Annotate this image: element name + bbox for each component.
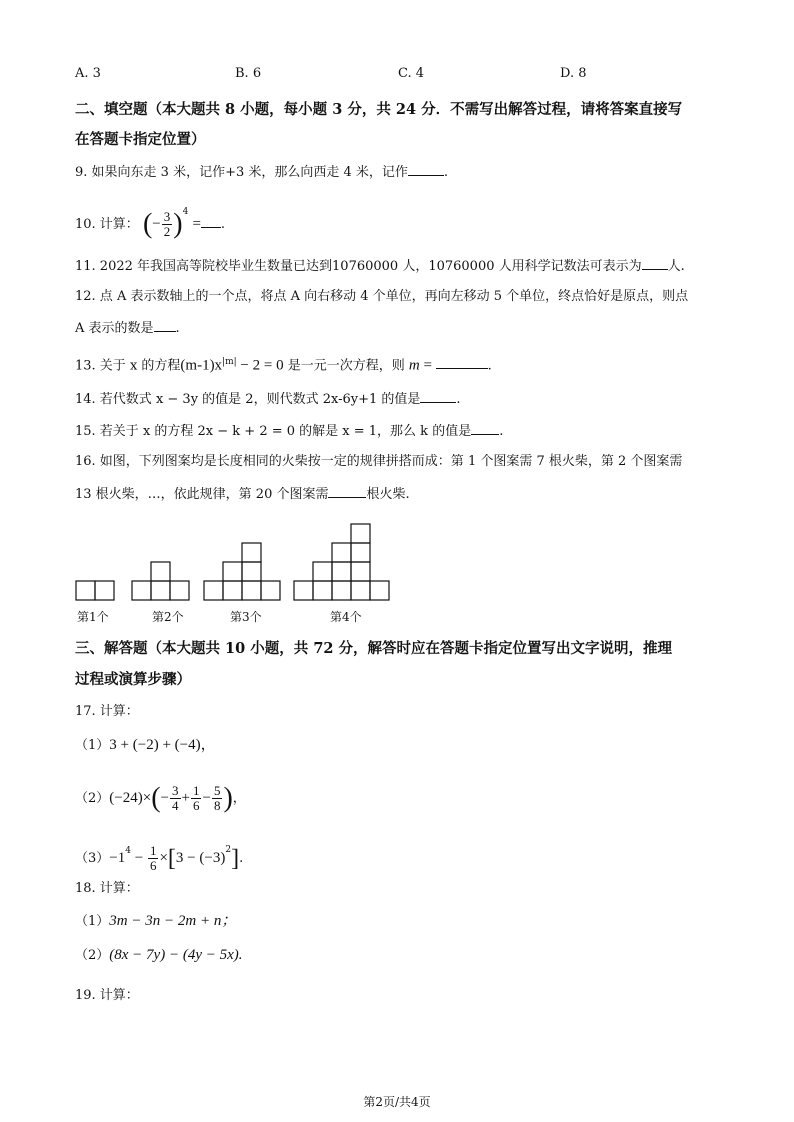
answer-blank bbox=[201, 214, 221, 228]
answer-blank bbox=[642, 256, 668, 270]
figure-2-caption: 第2个 bbox=[152, 610, 184, 624]
question-18: 18. 计算： bbox=[75, 881, 139, 896]
question-12-line-2: A 表示的数是 . bbox=[75, 318, 180, 338]
option-d: D. 8 bbox=[560, 66, 587, 81]
question-11: 11. 2022 年我国高等院校毕业生数量已达到10760000 人，10760000 人用科学记数法可表示为 人. bbox=[75, 256, 685, 276]
question-17: 17. 计算： bbox=[75, 704, 139, 719]
answer-blank bbox=[436, 355, 488, 369]
question-18-part-2: （2）(8x − 7y) − (4y − 5x). bbox=[75, 947, 243, 963]
answer-blank bbox=[420, 389, 456, 403]
question-16-line-2: 13 根火柴，…，依此规律，第 20 个图案需 根火柴. bbox=[75, 484, 410, 504]
question-13: 13. 关于 x 的方程$(m-1)x^{|m|} - 2 = 0$ 是一元一次方程，则 m = . bbox=[75, 357, 492, 374]
question-17-part-3: $(3)-1^4$ − $\frac{1}{6}$ $\times[3 - (-3)^2]$. bbox=[75, 843, 244, 873]
question-12-line-1: 12. 点 A 表示数轴上的一个点，将点 A 向右移动 4 个单位，再向左移动 5 个单位，终点恰好是原点，则点 bbox=[75, 289, 689, 304]
section2-title-2: 在答题卡指定位置） bbox=[75, 131, 206, 148]
question-17-part-1: （1）3 + (−2) + (−4)， bbox=[75, 737, 216, 753]
answer-blank bbox=[154, 318, 176, 332]
question-10: 10. 计算： (− $\frac{3}{2}$ )$^4$ = . bbox=[75, 207, 226, 240]
fraction: $\frac{3}{4}$ bbox=[172, 783, 179, 813]
figure-1 bbox=[76, 581, 114, 600]
option-a: A. 3 bbox=[75, 66, 101, 81]
fraction: $\frac{3}{2}$ bbox=[163, 209, 171, 239]
question-19: 19. 计算： bbox=[75, 988, 139, 1003]
matchstick-figures bbox=[0, 515, 794, 607]
fraction: $\frac{5}{8}$ bbox=[213, 783, 221, 813]
question-14: 14. 若代数式 x − 3y 的值是 2，则代数式 2x-6y+1 的值是 . bbox=[75, 389, 461, 409]
page-number: 第2页/共4页 bbox=[363, 1095, 431, 1109]
figure-3-caption: 第3个 bbox=[230, 610, 262, 624]
figure-2 bbox=[132, 562, 189, 600]
question-18-part-1: （1）3m − 3n − 2m + n； bbox=[75, 913, 237, 929]
section3-title-1: 三、解答题（本大题共 10 小题，共 72 分，解答时应在答题卡指定位置写出文字说明，推理 bbox=[75, 640, 673, 657]
answer-blank bbox=[471, 421, 499, 435]
figure-4 bbox=[294, 524, 389, 600]
option-c: C. 4 bbox=[398, 66, 425, 81]
fraction: $\frac{1}{6}$ bbox=[149, 843, 157, 873]
question-15: 15. 若关于 x 的方程 2x − k + 2 = 0 的解是 x = 1，那么 k 的值是 . bbox=[75, 421, 503, 441]
question-16-line-1: 16. 如图，下列图案均是长度相同的火柴按一定的规律拼搭而成：第 1 个图案需 7 根火柴，第 2 个图案需 bbox=[75, 454, 683, 469]
fraction: $\frac{1}{6}$ bbox=[192, 783, 200, 813]
figure-4-caption: 第4个 bbox=[330, 610, 362, 624]
option-b: B. 6 bbox=[235, 66, 262, 81]
answer-blank bbox=[408, 162, 444, 176]
question-9: 9. 如果向东走 3 米，记作+3 米，那么向西走 4 米，记作 . bbox=[75, 162, 448, 182]
figure-1-caption: 第1个 bbox=[77, 610, 109, 624]
section2-title-1: 二、填空题（本大题共 8 小题，每小题 3 分，共 24 分．不需写出解答过程，请将答案直接写 bbox=[75, 101, 683, 118]
question-17-part-2: （2）(−24)×(− $\frac{3}{4}$ + $\frac{1}{6}$ − $\frac{5}{8}$ )， bbox=[75, 782, 246, 814]
answer-blank bbox=[328, 484, 366, 498]
section3-title-2: 过程或演算步骤） bbox=[75, 671, 191, 688]
figure-3 bbox=[204, 543, 280, 600]
